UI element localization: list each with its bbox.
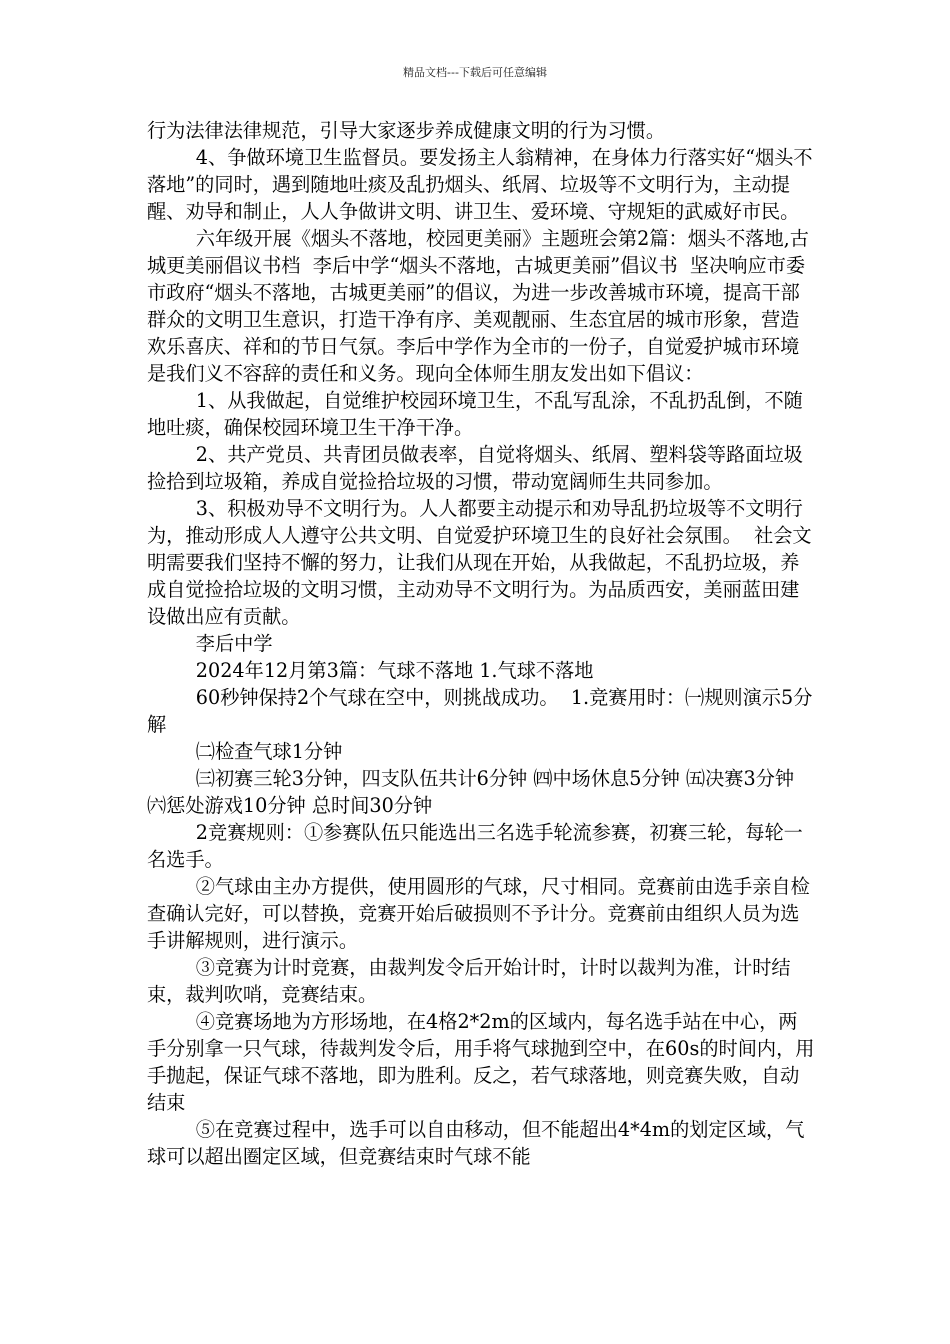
paragraph: ⑤在竞赛过程中，选手可以自由移动，但不能超出4*4m的划定区域，气球可以超出圈定区域，但竞赛结束时气球不能 xyxy=(147,1118,805,1168)
paragraph: ㈢初赛三轮3分钟，四支队伍共计6分钟 ㈣中场休息5分钟 ㈤决赛3分钟 ㈥惩处游戏10分钟 总时间30分钟 xyxy=(147,767,801,817)
signature-line: 李后中学 xyxy=(147,632,273,655)
paragraph: 3、积极劝导不文明行为。人人都要主动提示和劝导乱扔垃圾等不文明行为，推动形成人人遵守公共文明、自觉爱护环境卫生的良好社会氛围。 社会文明需要我们坚持不懈的努力，让我们从现在开始，从我做起，不乱扔垃圾，养成自觉捡拾垃圾的文明习惯，主动劝导不文明行为。为品质西安，美丽蓝田建设做出应有贡献。 xyxy=(147,497,812,628)
paragraph: ④竞赛场地为方形场地，在4格2*2m的区域内，每名选手站在中心，两手分别拿一只气球，待裁判发令后，用手将气球抛到空中，在60s的时间内，用手抛起，保证气球不落地，即为胜利。反之，若气球落地，则竞赛失败，自动结束 xyxy=(147,1010,815,1114)
paragraph: ㈡检查气球1分钟 xyxy=(147,740,343,763)
paragraph: 2竞赛规则：①参赛队伍只能选出三名选手轮流参赛，初赛三轮，每轮一名选手。 xyxy=(147,821,803,871)
paragraph: 1、从我做起，自觉维护校园环境卫生，不乱写乱涂，不乱扔乱倒，不随地吐痰，确保校园环境卫生干净干净。 xyxy=(147,389,803,439)
paragraph: 4、争做环境卫生监督员。要发扬主人翁精神，在身体力行落实好“烟头不落地”的同时，遇到随地吐痰及乱扔烟头、纸屑、垃圾等不文明行为，主动提醒、劝导和制止，人人争做讲文明、讲卫生、爱环境、守规矩的武威好市民。 xyxy=(147,146,813,223)
paragraph: ②气球由主办方提供，使用圆形的气球，尺寸相同。竞赛前由选手亲自检查确认完好，可以替换，竞赛开始后破损则不予计分。竞赛前由组织人员为选手讲解规则，进行演示。 xyxy=(147,875,810,952)
paragraph: 60秒钟保持2个气球在空中，则挑战成功。 1.竞赛用时：㈠规则演示5分解 xyxy=(147,686,813,736)
paragraph: 2024年12月第3篇：气球不落地 1.气球不落地 xyxy=(147,659,594,682)
paragraph: 2、共产党员、共青团员做表率，自觉将烟头、纸屑、塑料袋等路面垃圾捡拾到垃圾箱，养成自觉捡拾垃圾的习惯，带动宽阔师生共同参加。 xyxy=(147,443,803,493)
paragraph: ③竞赛为计时竞赛，由裁判发令后开始计时，计时以裁判为准，计时结束，裁判吹哨，竞赛结束。 xyxy=(147,956,791,1006)
document-body xyxy=(147,117,815,1170)
paragraph: 六年级开展《烟头不落地，校园更美丽》主题班会第2篇：烟头不落地,古城更美丽倡议书档 李后中学“烟头不落地，古城更美丽”倡议书 坚决响应市委市政府“烟头不落地，古城更美丽”的倡议，为进一步改善城市环境，提高干部群众的文明卫生意识，打造干净有序、美观靓丽、生态宜居的城市形象，营造欢乐喜庆、祥和的节日气氛。李后中学作为全市的一份子，自觉爱护城市环境是我们义不容辞的责任和义务。现向全体师生朋友发出如下倡议： xyxy=(147,227,809,385)
paragraph: 行为法律法律规范，引导大家逐步养成健康文明的行为习惯。 xyxy=(147,119,666,142)
page-header: 精品文档---下载后可任意编辑 xyxy=(403,66,547,79)
